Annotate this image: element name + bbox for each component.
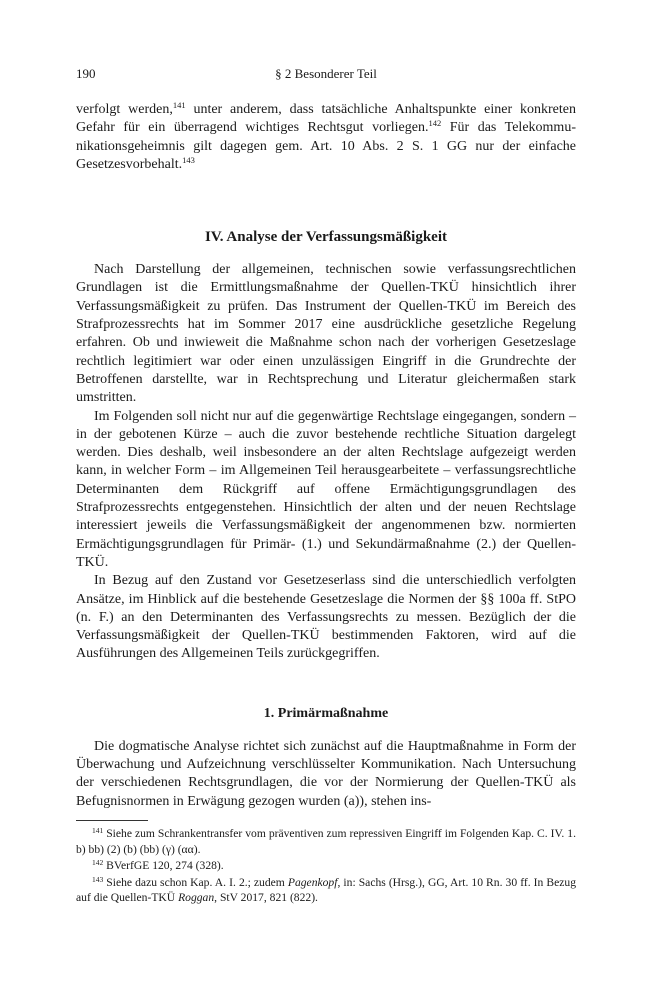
author-name: Roggan — [178, 891, 215, 904]
footnote-142 — [76, 858, 576, 874]
intro-text-2: unter anderem, dass tatsächliche Anhaltspunkte einer konkreten Gefahr für ein überragend wichtiges Rechtsgut vorliegen. — [76, 102, 576, 136]
footnote-text: Siehe dazu schon Kap. A. I. 2.; zudem — [103, 875, 288, 889]
intro-text-1: verfolgt werden, — [76, 102, 173, 117]
footnote-text: , in: Sachs (Hrsg.), GG, Art. 10 Rn. 30 ff. In Bezug auf die Quellen-TKÜ — [76, 875, 576, 904]
footnote-divider — [76, 820, 148, 821]
intro-text-3: Für das Telekommunikationsgeheimnis gilt dagegen gem. Art. 10 Abs. 2 S. 1 GG nur der einfache Gesetzesvorbehalt. — [76, 120, 576, 172]
body-paragraph: Im Folgenden soll nicht nur auf die gegenwärtige Rechtslage eingegangen, sondern – in der gebotenen Kürze – auch die zuvor bestehende rechtliche Situation dargelegt werden. Dies deshalb, weil insbesondere an der alten Rechtslage aufgezeigt werden kann, in welcher Form – im Allgemeinen Teil herausgearbeitete – verfassungsrechtliche Determinanten dem Rückgriff auf offene Ermächtigungsgrundlagen des Strafprozessrechts entgegenstehen. Hinsichtlich der alten und der neuen Rechtslage interessiert jeweils die Verfassungsmäßigkeit der angenommenen bzw. normierten Ermächtigungsgrundlagen für Primär- (1.) und Sekundärmaßnahme (2.) der Quellen-TKÜ. — [76, 408, 576, 570]
footnote-ref-142[interactable]: 142 — [428, 118, 442, 129]
body-paragraph: Die dogmatische Analyse richtet sich zunächst auf die Hauptmaßnahme in Form der Überwachung und Aufzeichnung verschlüsselter Kommunikation. Nach Untersuchung der verschiedenen Rechtsgrundlagen, die vor der Normierung der Quellen-TKÜ als Befugnisnormen in Erwägung gezogen wurden (a)), stehen ins- — [76, 738, 576, 809]
footnote-text: Siehe zum Schrankentransfer vom präventiven zum repressiven Eingriff im Folgenden Kap. C. IV. 1. b) bb) (2) (b) (bb) (γ) (αα). — [76, 827, 576, 856]
footnote-number: 143 — [92, 874, 104, 884]
page-number: 190 — [76, 66, 96, 81]
body-paragraph: In Bezug auf den Zustand vor Gesetzeserlass sind die unterschiedlich verfolgten Ansätze, im Hinblick auf die bestehende Gesetzeslage die Normen der §§ 100a ff. StPO (n. F.) an den Determinanten des Verfassungsrechts zu messen. Bezüglich der die Verfassungsmäßigkeit der Quellen-TKÜ bestimmenden Faktoren, wird auf die Ausführungen des Allgemeinen Teils zurückgegriffen. — [76, 573, 576, 662]
footnote-141 — [76, 826, 576, 857]
main-text — [76, 101, 576, 811]
footnote-ref-141[interactable]: 141 — [172, 100, 186, 110]
intro-paragraph — [76, 101, 576, 174]
footnote-143 — [76, 875, 576, 906]
footnote-text: , StV 2017, 821 (822). — [214, 891, 318, 904]
footnote-ref-143[interactable]: 143 — [182, 154, 195, 165]
running-title: § 2 Besonderer Teil — [275, 66, 377, 81]
author-name: Pagenkopf — [287, 875, 338, 889]
subsection-heading: 1. Primärmaßnahme — [263, 705, 389, 721]
footnote-number: 141 — [92, 826, 104, 835]
section-heading: IV. Analyse der Verfassungsmäßigkeit — [205, 229, 447, 246]
body-paragraph: Nach Darstellung der allgemeinen, technischen sowie verfassungsrechtlichen Grundlagen ist die Ermittlungsmaßnahme der Quellen-TKÜ hinsichtlich ihrer Verfassungsmäßigkeit zu prüfen. Das Instrument der Quellen-TKÜ im Bereich des Strafprozessrechts hat im Sommer 2017 eine ausdrückliche gesetzliche Regelung erfahren. Ob und inwieweit die Maßnahme schon nach der vorherigen Gesetzeslage rechtlich legitimiert war oder einen unzulässigen Eingriff in die Grundrechte der Betroffenen darstellte, war in Rechtsprechung und Literatur gleichermaßen stark umstritten. — [76, 262, 576, 406]
footnote-text: BVerfGE 120, 274 (328). — [103, 859, 224, 872]
page-header — [76, 64, 576, 84]
footnotes — [76, 826, 576, 907]
footnote-number: 142 — [92, 858, 104, 867]
